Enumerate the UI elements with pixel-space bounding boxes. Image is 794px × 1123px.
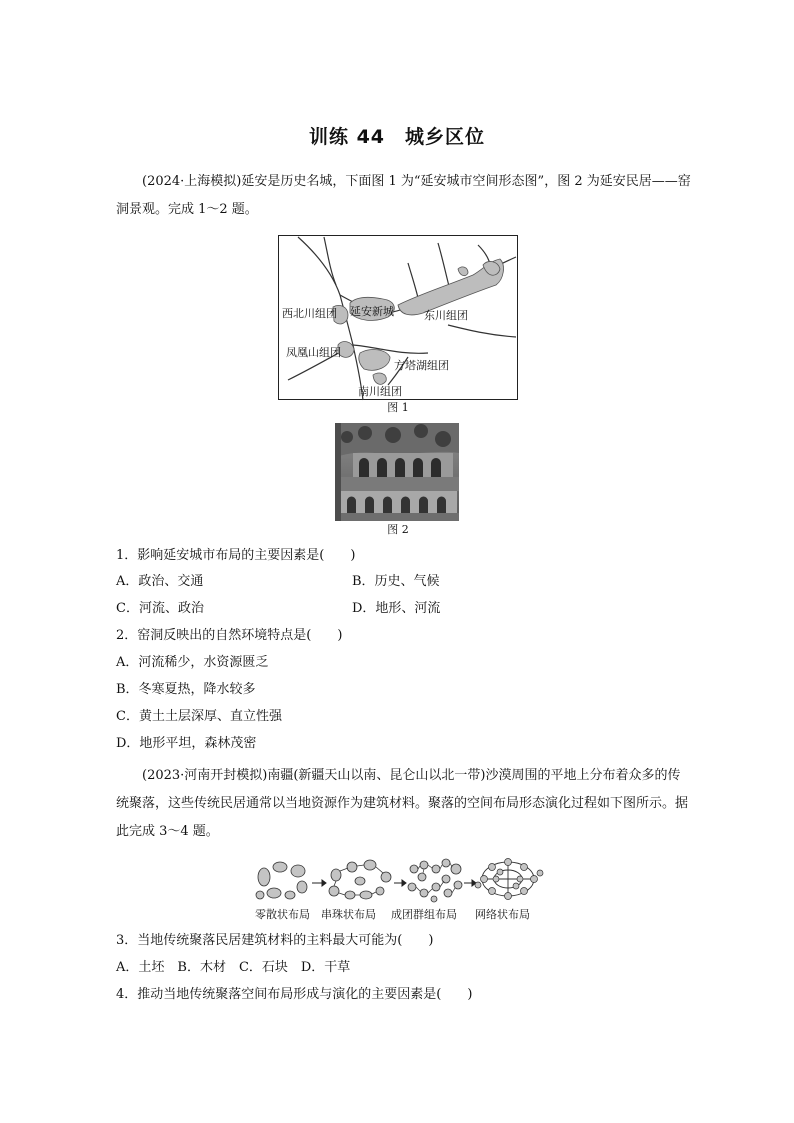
evolution-label-clustered: 成团群组布局 — [391, 908, 457, 921]
question-2-stem: 2．窑洞反映出的自然环境特点是( ) — [116, 628, 343, 643]
question-4-stem: 4．推动当地传统聚落空间布局形成与演化的主要因素是( ) — [116, 987, 473, 1002]
map-label-yanan-new: 延安新城 — [350, 305, 394, 318]
question-1-option-a: A．政治、交通 — [116, 574, 204, 589]
question-1-option-d: D．地形、河流 — [352, 601, 441, 616]
question-3-stem: 3．当地传统聚落民居建筑材料的主料最大可能为( ) — [116, 933, 434, 948]
map-label-nanchuan: 南川组团 — [358, 385, 402, 398]
evolution-label-beaded: 串珠状布局 — [321, 908, 376, 921]
map-label-fangtahu: 方塔湖组团 — [394, 359, 449, 372]
page-title: 训练 44 城乡区位 — [308, 126, 486, 148]
question-2-option-d: D．地形平坦，森林茂密 — [116, 736, 257, 751]
evolution-label-network: 网络状布局 — [475, 908, 530, 921]
map-label-xibeichuan: 西北川组团 — [282, 307, 337, 320]
question-3-options: A．土坯 B．木材 C．石块 D．干草 — [116, 960, 351, 975]
map-label-fenghuangshan: 凤凰山组团 — [286, 346, 341, 359]
intro-paragraph-2: (2023·河南开封模拟)南疆(新疆天山以南、昆仑山以北一带)沙漠周围的平地上分布着众多的传统聚落，这些传统民居通常以当地资源作为建筑材料。聚落的空间布局形态演化过程如下图所示。据此完成 3～4 题。 — [116, 768, 689, 839]
cave-dwelling-photo — [335, 423, 459, 521]
stage-scattered — [256, 862, 307, 899]
map-label-dongchuan: 东川组团 — [424, 309, 468, 322]
question-1-option-b: B．历史、气候 — [352, 574, 440, 589]
yanan-city-map — [278, 235, 518, 401]
settlement-evolution-diagram — [252, 855, 546, 905]
evolution-label-scattered: 零散状布局 — [255, 908, 310, 921]
question-1-option-c: C．河流、政治 — [116, 601, 204, 616]
question-2-option-a: A．河流稀少，水资源匮乏 — [116, 655, 269, 670]
question-2-option-b: B．冬寒夏热，降水较多 — [116, 682, 256, 697]
stage-clustered — [408, 859, 462, 902]
question-1-stem: 1．影响延安城市布局的主要因素是( ) — [116, 548, 356, 563]
figure2-caption: 图 2 — [387, 523, 409, 536]
question-2-option-c: C．黄土土层深厚、直立性强 — [116, 709, 282, 724]
figure1-caption: 图 1 — [387, 401, 409, 414]
intro-paragraph-1: (2024·上海模拟)延安是历史名城，下面图 1 为“延安城市空间形态图”，图 2 为延安民居——窑洞景观。完成 1～2 题。 — [116, 174, 691, 217]
